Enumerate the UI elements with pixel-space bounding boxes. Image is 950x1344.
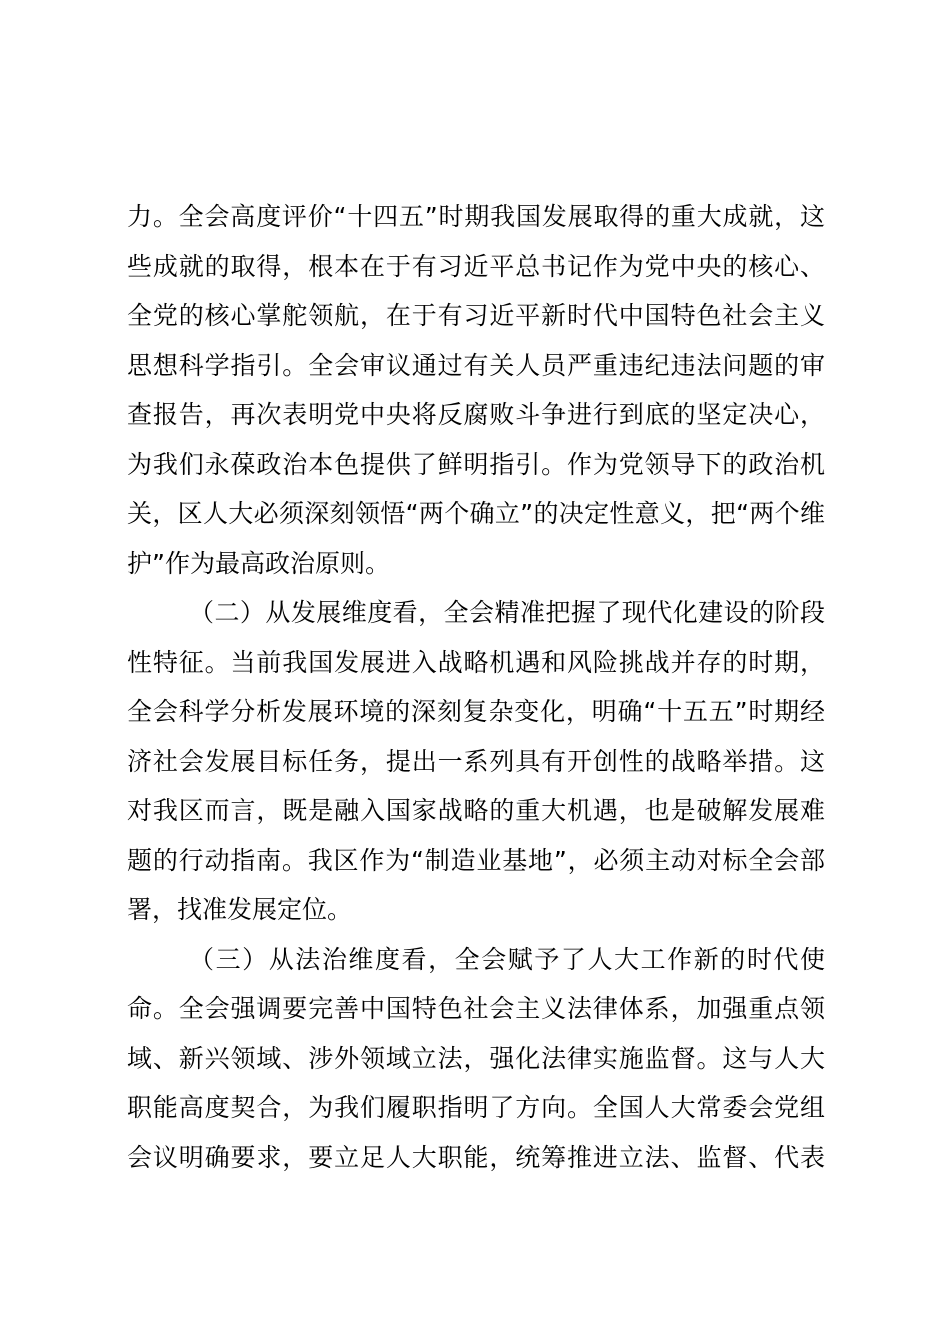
paragraph-line: 关，区人大必须深刻领悟“两个确立”的决定性意义，把“两个维 [127, 499, 825, 528]
paragraph-line: 查报告，再次表明党中央将反腐败斗争进行到底的坚定决心， [127, 400, 825, 429]
paragraph-line: 护”作为最高政治原则。 [127, 548, 390, 578]
paragraph-line: 署，找准发展定位。 [127, 895, 353, 924]
paragraph-line: 全会科学分析发展环境的深刻复杂变化，明确“十五五”时期经 [127, 697, 825, 726]
paragraph-line: 为我们永葆政治本色提供了鲜明指引。作为党领导下的政治机 [127, 449, 825, 479]
paragraph-line: 题的行动指南。我区作为“制造业基地”，必须主动对标全会部 [127, 845, 825, 875]
paragraph-line: 济社会发展目标任务，提出一系列具有开创性的战略举措。这 [127, 746, 825, 776]
paragraph-line: 性特征。当前我国发展进入战略机遇和风险挑战并存的时期， [127, 647, 825, 677]
document-body [127, 192, 825, 1182]
paragraph-line: （三）从法治维度看，全会赋予了人大工作新的时代使 [189, 944, 825, 974]
paragraph-line: 力。全会高度评价“十四五”时期我国发展取得的重大成就，这 [127, 202, 825, 231]
paragraph-line: 对我区而言，既是融入国家战略的重大机遇，也是破解发展难 [127, 796, 825, 825]
paragraph-line: 会议明确要求，要立足人大职能，统筹推进立法、监督、代表 [127, 1142, 825, 1172]
paragraph-line: 思想科学指引。全会审议通过有关人员严重违纪违法问题的审 [127, 350, 825, 380]
paragraph-line: 职能高度契合，为我们履职指明了方向。全国人大常委会党组 [127, 1093, 825, 1122]
paragraph-line: （二）从发展维度看，全会精准把握了现代化建设的阶段 [189, 598, 825, 627]
paragraph-line: 全党的核心掌舵领航，在于有习近平新时代中国特色社会主义 [127, 301, 825, 330]
paragraph-line: 些成就的取得，根本在于有习近平总书记作为党中央的核心、 [127, 251, 825, 281]
paragraph-line: 域、新兴领域、涉外领域立法，强化法律实施监督。这与人大 [127, 1043, 825, 1073]
paragraph-line: 命。全会强调要完善中国特色社会主义法律体系，加强重点领 [127, 994, 825, 1023]
